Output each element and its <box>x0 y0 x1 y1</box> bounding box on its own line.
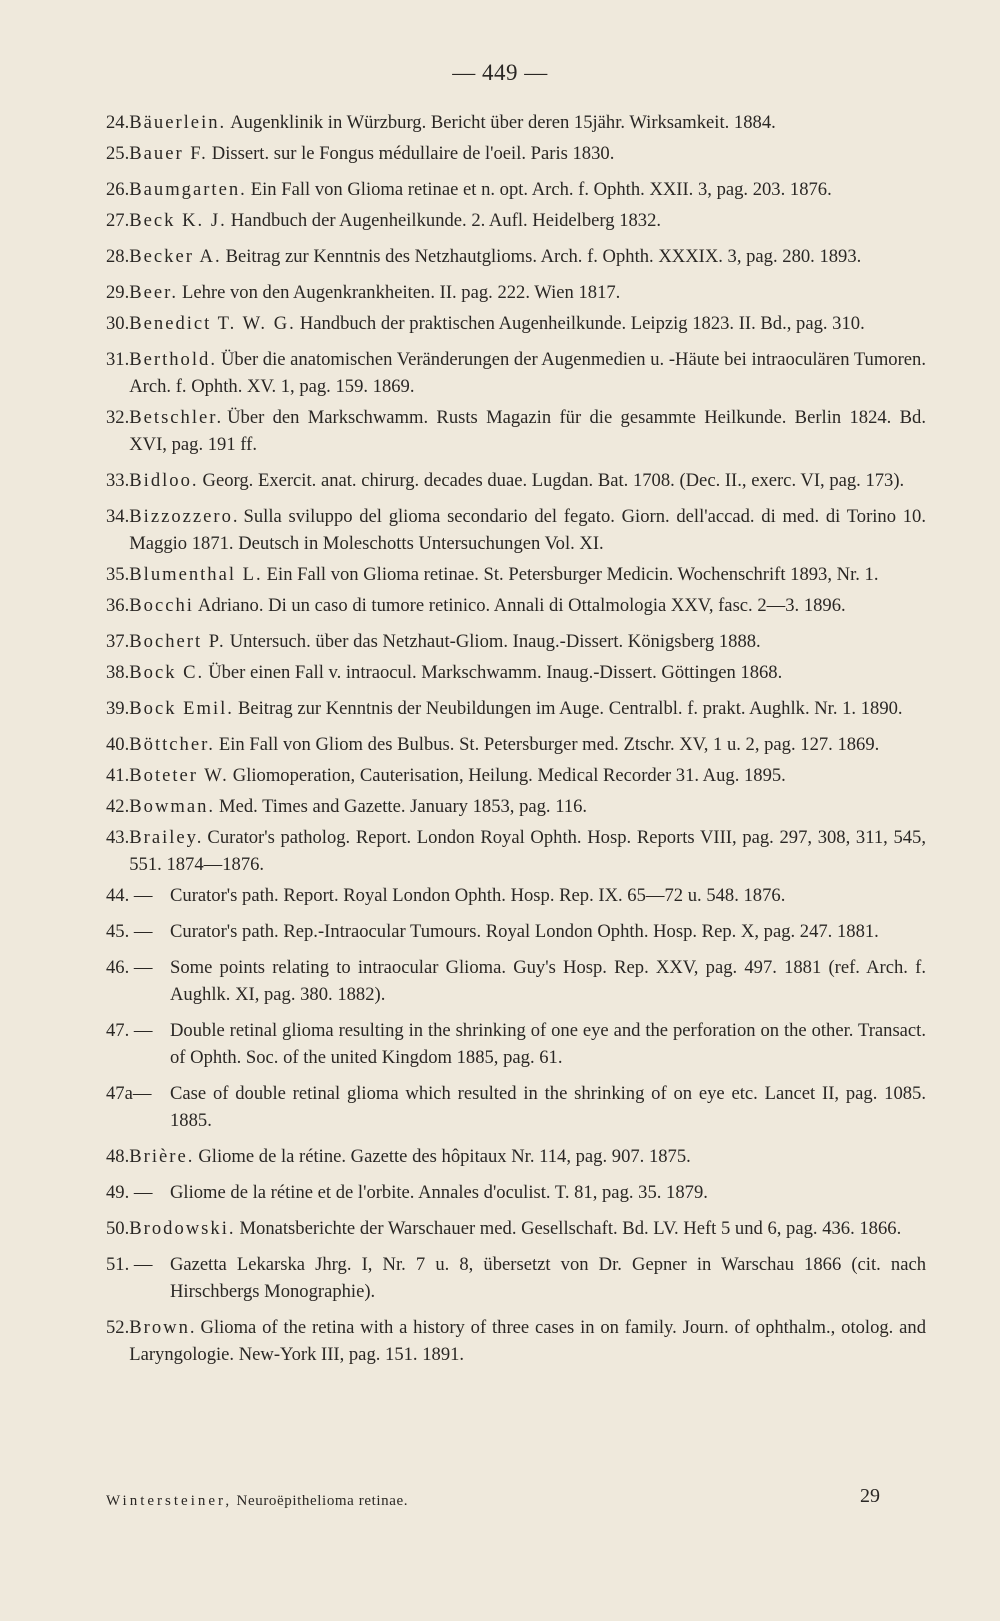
reference-author: Brailey. <box>129 827 204 848</box>
reference-entry <box>106 731 926 758</box>
reference-number: 50. <box>106 1218 130 1239</box>
reference-citation: Gazetta Lekarska Jhrg. I, Nr. 7 u. 8, übersetzt von Dr. Gepner in Warschau 1866 (cit. nach Hirschbergs Monographie). <box>170 1254 926 1302</box>
reference-text <box>129 1143 926 1170</box>
reference-number: 26. <box>106 179 130 200</box>
reference-text <box>129 731 926 758</box>
reference-citation: Monatsberichte der Warschauer med. Gesellschaft. Bd. LV. Heft 5 und 6, pag. 436. 1866. <box>239 1218 902 1239</box>
reference-author: Bochert P. <box>129 631 226 652</box>
reference-entry <box>106 659 926 686</box>
reference-text <box>129 561 926 588</box>
reference-entry <box>106 243 926 270</box>
reference-entry <box>106 695 926 722</box>
reference-number: 43. <box>106 827 130 848</box>
reference-entry <box>106 1215 926 1242</box>
reference-text <box>129 109 926 136</box>
reference-number: 44. — <box>106 885 153 906</box>
reference-citation: Gliomoperation, Cauterisation, Heilung. Medical Recorder 31. Aug. 1895. <box>232 765 786 786</box>
reference-entry <box>106 176 926 203</box>
reference-entry <box>106 882 926 909</box>
reference-author: Baumgarten. <box>129 179 247 200</box>
reference-entry <box>106 1179 926 1206</box>
reference-number: 29. <box>106 282 130 303</box>
reference-author: Betschler. <box>129 407 224 428</box>
reference-number: 34. <box>106 506 130 527</box>
reference-text <box>129 404 926 458</box>
reference-text <box>129 310 926 337</box>
reference-citation: Augenklinik in Würzburg. Bericht über deren 15jähr. Wirksamkeit. 1884. <box>230 112 776 133</box>
reference-author: Bocchi <box>129 595 194 616</box>
page-number: — 449 — <box>452 60 548 85</box>
reference-number: 30. <box>106 313 130 334</box>
reference-entry <box>106 109 926 136</box>
reference-citation: Sulla sviluppo del glioma secondario del fegato. Giorn. dell'accad. di med. di Torino 10. Maggio 1871. Deutsch in Moleschotts Untersuchungen Vol. XI. <box>129 506 926 554</box>
reference-number: 39. <box>106 698 130 719</box>
reference-text <box>129 467 926 494</box>
reference-text <box>129 592 926 619</box>
reference-citation: Med. Times and Gazette. January 1853, pag. 116. <box>219 796 588 817</box>
reference-text <box>129 346 926 400</box>
reference-entry <box>106 1314 926 1368</box>
reference-citation: Curator's path. Rep.-Intraocular Tumours. Royal London Ophth. Hosp. Rep. X, pag. 247. 1881. <box>170 921 879 942</box>
reference-citation: Double retinal glioma resulting in the shrinking of one eye and the perforation on the other. Transact. of Ophth. Soc. of the united Kingdom 1885, pag. 61. <box>170 1020 926 1068</box>
reference-author: Berthold. <box>129 349 217 370</box>
reference-author: Bauer F. <box>129 143 208 164</box>
reference-number: 47a— <box>106 1083 152 1104</box>
reference-text <box>129 824 926 878</box>
reference-number: 37. <box>106 631 130 652</box>
reference-author: Bock Emil. <box>129 698 234 719</box>
reference-author: Becker A. <box>129 246 222 267</box>
reference-text <box>129 628 926 655</box>
reference-number: 35. <box>106 564 130 585</box>
reference-citation: Curator's path. Report. Royal London Ophth. Hosp. Rep. IX. 65—72 u. 548. 1876. <box>170 885 786 906</box>
reference-entry <box>106 467 926 494</box>
reference-entry <box>106 279 926 306</box>
reference-number: 36. <box>106 595 130 616</box>
reference-number: 46. — <box>106 957 153 978</box>
signature-mark: 29 <box>860 1485 880 1507</box>
reference-number: 47. — <box>106 1020 153 1041</box>
reference-author: Brown. <box>129 1317 197 1338</box>
reference-entry <box>106 793 926 820</box>
reference-text <box>170 882 926 909</box>
reference-number: 33. <box>106 470 130 491</box>
reference-author: Boteter W. <box>129 765 229 786</box>
reference-number: 24. <box>106 112 130 133</box>
reference-citation: Ein Fall von Gliom des Bulbus. St. Petersburger med. Ztschr. XV, 1 u. 2, pag. 127. 1869. <box>218 734 880 755</box>
reference-entry <box>106 310 926 337</box>
reference-text <box>170 954 926 1008</box>
reference-entry <box>106 628 926 655</box>
reference-text <box>129 140 926 167</box>
reference-text <box>129 176 926 203</box>
reference-text <box>170 1080 926 1134</box>
reference-number: 28. <box>106 246 130 267</box>
reference-number: 40. <box>106 734 130 755</box>
reference-entry <box>106 954 926 1008</box>
reference-entry <box>106 762 926 789</box>
reference-entry <box>106 1251 926 1305</box>
reference-citation: Handbuch der praktischen Augenheilkunde. Leipzig 1823. II. Bd., pag. 310. <box>299 313 865 334</box>
reference-entry <box>106 592 926 619</box>
reference-author: Beck K. J. <box>129 210 227 231</box>
reference-text <box>129 659 926 686</box>
reference-author: Böttcher. <box>129 734 215 755</box>
reference-author: Bizzozzero. <box>129 506 240 527</box>
reference-entry <box>106 561 926 588</box>
reference-number: 32. <box>106 407 130 428</box>
reference-number: 51. — <box>106 1254 153 1275</box>
reference-citation: Gliome de la rétine et de l'orbite. Annales d'oculist. T. 81, pag. 35. 1879. <box>170 1182 708 1203</box>
reference-entry <box>106 140 926 167</box>
reference-text <box>170 1017 926 1071</box>
reference-text <box>170 1251 926 1305</box>
reference-entry <box>106 1143 926 1170</box>
reference-number: 48. <box>106 1146 130 1167</box>
reference-text <box>129 279 926 306</box>
running-footer <box>106 1493 408 1510</box>
reference-citation: Beitrag zur Kenntnis der Neubildungen im Auge. Centralbl. f. prakt. Aughlk. Nr. 1. 1890. <box>237 698 903 719</box>
reference-citation: Über den Markschwamm. Rusts Magazin für die gesammte Heilkunde. Berlin 1824. Bd. XVI, pag. 191 ff. <box>129 407 926 455</box>
reference-entry <box>106 918 926 945</box>
reference-author: Bäuerlein. <box>129 112 227 133</box>
footer-title: Neuroëpithelioma retinae. <box>236 1493 409 1509</box>
reference-citation: Ein Fall von Glioma retinae. St. Petersburger Medicin. Wochenschrift 1893, Nr. 1. <box>266 564 879 585</box>
footer-author: Wintersteiner, <box>106 1493 233 1509</box>
reference-text <box>129 503 926 557</box>
reference-entry <box>106 1080 926 1134</box>
reference-number: 49. — <box>106 1182 153 1203</box>
reference-citation: Case of double retinal glioma which resulted in the shrinking of on eye etc. Lancet II, pag. 1085. 1885. <box>170 1083 926 1131</box>
reference-list <box>106 109 926 1372</box>
reference-author: Bock C. <box>129 662 205 683</box>
reference-author: Benedict T. W. G. <box>129 313 296 334</box>
reference-citation: Gliome de la rétine. Gazette des hôpitaux Nr. 114, pag. 907. 1875. <box>198 1146 691 1167</box>
reference-text <box>129 762 926 789</box>
reference-number: 25. <box>106 143 130 164</box>
reference-author: Beer. <box>129 282 178 303</box>
reference-number: 27. <box>106 210 130 231</box>
reference-entry <box>106 207 926 234</box>
reference-text <box>170 1179 926 1206</box>
reference-citation: Beitrag zur Kenntnis des Netzhautglioms. Arch. f. Ophth. XXXIX. 3, pag. 280. 1893. <box>225 246 862 267</box>
reference-entry <box>106 1017 926 1071</box>
reference-text <box>170 918 926 945</box>
reference-number: 31. <box>106 349 130 370</box>
reference-text <box>129 243 926 270</box>
reference-citation: Ein Fall von Glioma retinae et n. opt. Arch. f. Ophth. XXII. 3, pag. 203. 1876. <box>250 179 832 200</box>
reference-citation: Untersuch. über das Netzhaut-Gliom. Inaug.-Dissert. Königsberg 1888. <box>229 631 761 652</box>
reference-citation: Glioma of the retina with a history of three cases in on family. Journ. of ophthalm., otolog. and Laryngologie. New-York III, pag. 151. 1891. <box>129 1317 926 1365</box>
reference-text <box>129 695 926 722</box>
reference-author: Brière. <box>129 1146 195 1167</box>
reference-citation: Curator's patholog. Report. London Royal Ophth. Hosp. Reports VIII, pag. 297, 308, 311, 545, 551. 1874—1876. <box>129 827 926 875</box>
reference-entry <box>106 404 926 458</box>
reference-text <box>129 1215 926 1242</box>
reference-citation: Handbuch der Augenheilkunde. 2. Aufl. Heidelberg 1832. <box>230 210 662 231</box>
reference-text <box>129 1314 926 1368</box>
reference-citation: Dissert. sur le Fongus médullaire de l'oeil. Paris 1830. <box>211 143 615 164</box>
reference-citation: Lehre von den Augenkrankheiten. II. pag. 222. Wien 1817. <box>181 282 621 303</box>
reference-citation: Some points relating to intraocular Glioma. Guy's Hosp. Rep. XXV, pag. 497. 1881 (ref. Arch. f. Aughlk. XI, pag. 380. 1882). <box>170 957 926 1005</box>
reference-entry <box>106 346 926 400</box>
reference-number: 38. <box>106 662 130 683</box>
reference-number: 45. — <box>106 921 153 942</box>
reference-citation: Adriano. Di un caso di tumore retinico. Annali di Ottalmologia XXV, fasc. 2—3. 1896. <box>197 595 846 616</box>
reference-author: Bowman. <box>129 796 216 817</box>
reference-citation: Georg. Exercit. anat. chirurg. decades duae. Lugdan. Bat. 1708. (Dec. II., exerc. VI, pag. 173). <box>202 470 905 491</box>
reference-number: 41. <box>106 765 130 786</box>
reference-number: 52. <box>106 1317 130 1338</box>
reference-number: 42. <box>106 796 130 817</box>
reference-author: Bidloo. <box>129 470 199 491</box>
reference-text <box>129 793 926 820</box>
reference-text <box>129 207 926 234</box>
reference-citation: Über einen Fall v. intraocul. Markschwamm. Inaug.-Dissert. Göttingen 1868. <box>208 662 783 683</box>
reference-entry <box>106 503 926 557</box>
reference-author: Blumenthal L. <box>129 564 263 585</box>
reference-author: Brodowski. <box>129 1218 236 1239</box>
reference-citation: Über die anatomischen Veränderungen der Augenmedien u. -Häute bei intraoculären Tumoren. Arch. f. Ophth. XV. 1, pag. 159. 1869. <box>129 349 926 397</box>
reference-entry <box>106 824 926 878</box>
